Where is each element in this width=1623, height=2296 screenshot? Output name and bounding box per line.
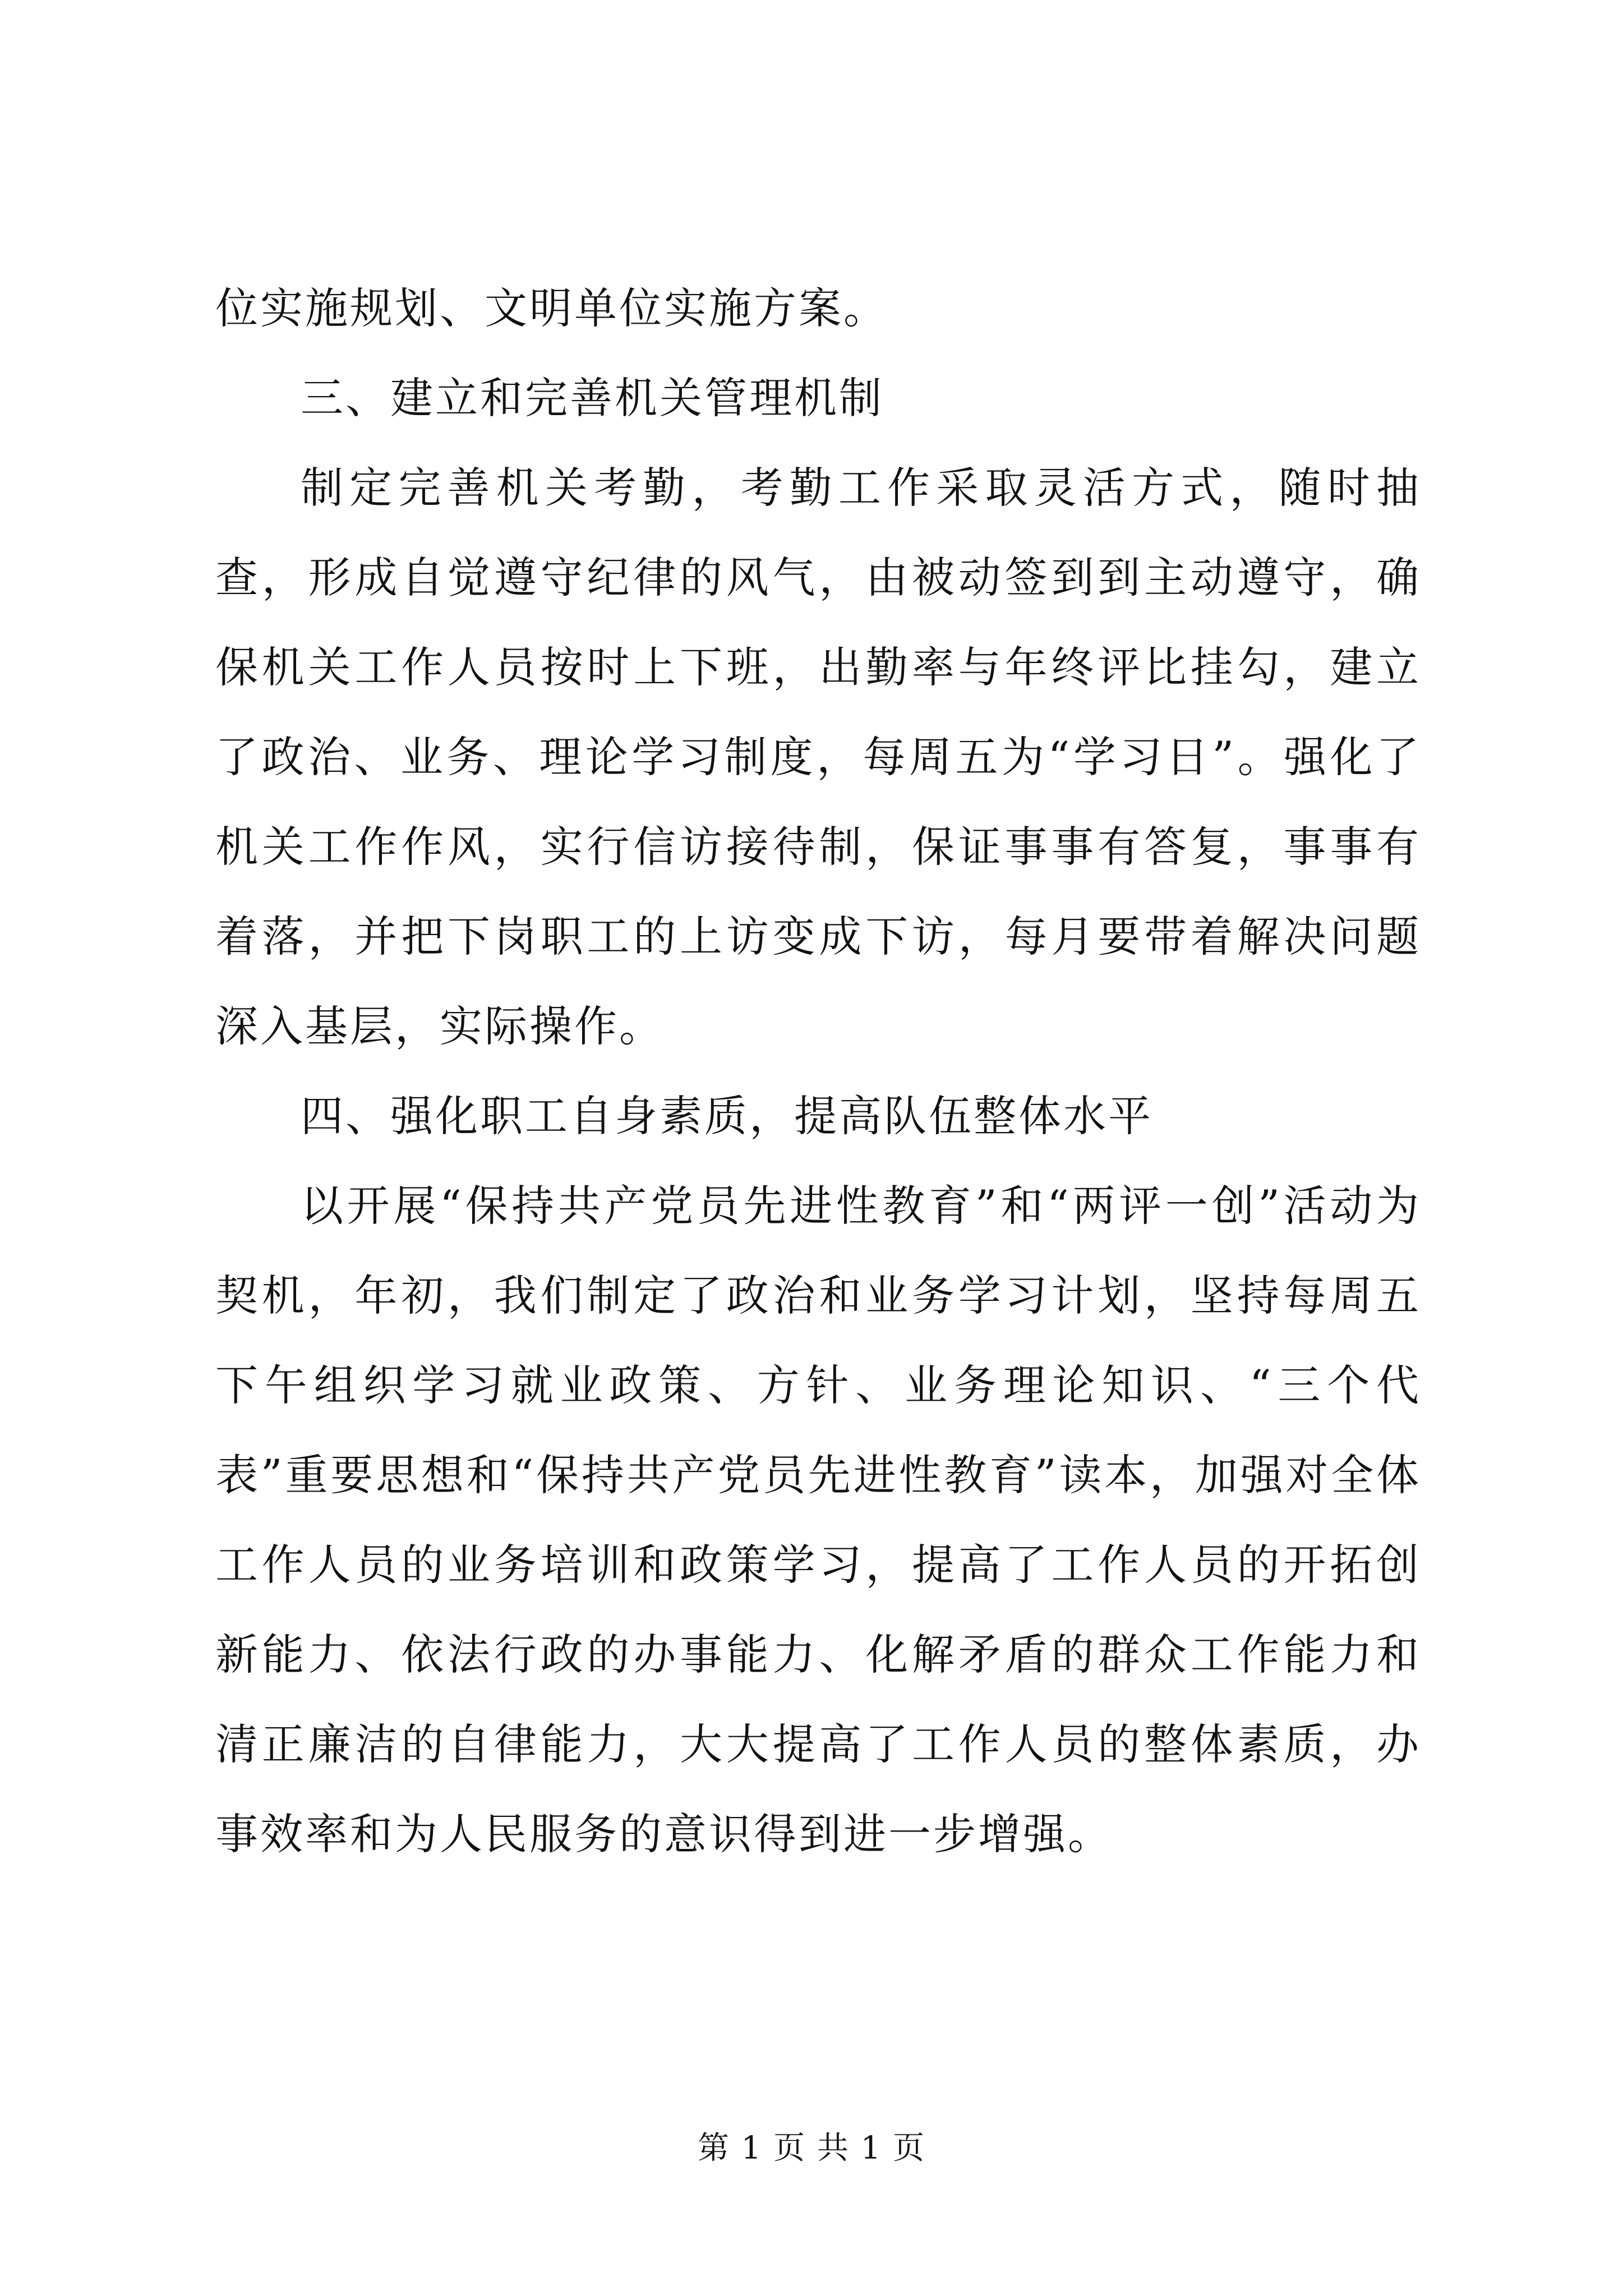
page-number-footer: 第 1 页 共 1 页: [697, 2130, 926, 2166]
section-heading-3: 三、建立和完善机关管理机制: [301, 373, 884, 423]
section-heading-4: 四、强化职工自身素质，提高队伍整体水平: [301, 1091, 1153, 1141]
document-body: [215, 264, 1421, 1879]
continuation-line: 位实施规划、文明单位实施方案。: [215, 283, 888, 333]
section-paragraph-3: 制定完善机关考勤，考勤工作采取灵活方式，随时抽查，形成自觉遵守纪律的风气，由被动签到到主动遵守，确保机关工作人员按时上下班，出勤率与年终评比挂勾，建立了政治、业务、理论学习制度，每周五为“学习日”。强化了机关工作作风，实行信访接待制，保证事事有答复，事事有着落，并把下岗职工的上访变成下访，每月要带着解决问题深入基层，实际操作。: [215, 463, 1421, 1051]
section-paragraph-4: 以开展“保持共产党员先进性教育”和“两评一创”活动为契机，年初，我们制定了政治和业务学习计划，坚持每周五下午组织学习就业政策、方针、业务理论知识、“三个代表”重要思想和“保持共产党员先进性教育”读本，加强对全体工作人员的业务培训和政策学习，提高了工作人员的开拓创新能力、依法行政的办事能力、化解矛盾的群众工作能力和清正廉洁的自律能力，大大提高了工作人员的整体素质，办事效率和为人民服务的意识得到进一步增强。: [215, 1181, 1421, 1859]
